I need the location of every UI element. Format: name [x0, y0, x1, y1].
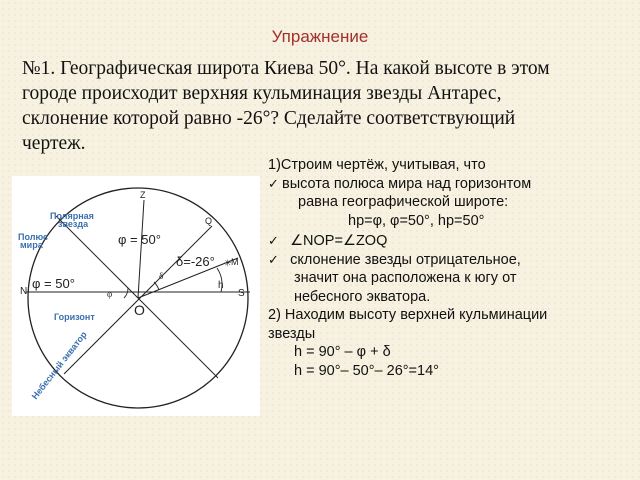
phi-left-label: φ = 50° — [32, 276, 75, 291]
star-mark-icon: ✳ — [224, 259, 232, 269]
celestial-equator-line — [64, 226, 212, 374]
step1-check3-text: склонение звезды отрицательное, — [290, 251, 521, 268]
pole-label-1: Полюс — [18, 232, 49, 242]
step1-check3-continuation-1: значит она расположена к югу от — [294, 270, 517, 286]
celestial-equator-label: Небесный экватор — [29, 329, 89, 402]
step1-check2 — [268, 232, 628, 251]
zenith-axis-line — [138, 200, 144, 298]
pole-label-2: мира — [20, 240, 43, 250]
polar-star-label-2: звезда — [58, 219, 89, 229]
altitude-h-label: h — [218, 280, 224, 291]
step2-title-continuation: звезды — [268, 325, 316, 342]
step1-title: 1)Строим чертёж, учитывая, что — [268, 157, 486, 173]
check-mark-icon: ✓ — [268, 233, 279, 248]
step1-check3 — [268, 251, 628, 270]
step1-check1 — [268, 175, 628, 194]
center-o-label: O — [134, 302, 145, 318]
north-label: N — [20, 286, 28, 297]
exercise-heading: Упражнение — [271, 27, 369, 46]
zenith-label: Z — [140, 190, 146, 200]
south-label: S — [238, 288, 245, 299]
problem-line: чертеж. — [22, 133, 86, 154]
step2-equation-1: h = 90° – φ + δ — [294, 344, 391, 360]
step1-check3-continuation-2: небесного экватора. — [294, 288, 431, 305]
step1-check1-text: высота полюса мира над горизонтом — [282, 175, 532, 192]
polar-star-label-1: Полярная — [50, 211, 94, 221]
phi-small-label: φ — [107, 289, 113, 299]
angle-delta-arc — [154, 282, 159, 290]
equator-point-label: Q — [205, 216, 213, 226]
delta-label: δ=-26° — [176, 254, 215, 269]
phi-upper-label: φ = 50° — [118, 232, 161, 247]
problem-line: склонение которой равно -26°? Сделайте соответствующий — [22, 108, 516, 129]
star-label: M — [231, 257, 239, 267]
problem-line: городе происходит верхняя кульминация звезды Антарес, — [22, 83, 502, 104]
step2-title: 2) Находим высоту верхней кульминации — [268, 307, 548, 323]
step1-check1-continuation: равна географической широте: — [298, 194, 509, 210]
check-mark-icon: ✓ — [268, 251, 279, 267]
diagram-svg — [12, 176, 260, 416]
problem-statement — [22, 56, 622, 156]
step2-equation-2: h = 90°– 50°– 26°=14° — [294, 362, 439, 379]
delta-small-label: δ — [159, 271, 164, 281]
problem-line: №1. Географическая широта Киева 50°. На какой высоте в этом — [22, 58, 550, 79]
check-mark-icon: ✓ — [268, 175, 279, 191]
axis-perpendicular-line — [138, 298, 218, 378]
celestial-sphere-diagram — [12, 176, 260, 416]
horizon-label: Горизонт — [54, 312, 95, 322]
step1-check2-text: ∠NOP=∠ZOQ — [290, 233, 388, 249]
step1-formula: hp=φ, φ=50°, hp=50° — [348, 212, 485, 229]
solution-steps — [268, 156, 628, 380]
angle-phi-arc — [124, 288, 128, 298]
